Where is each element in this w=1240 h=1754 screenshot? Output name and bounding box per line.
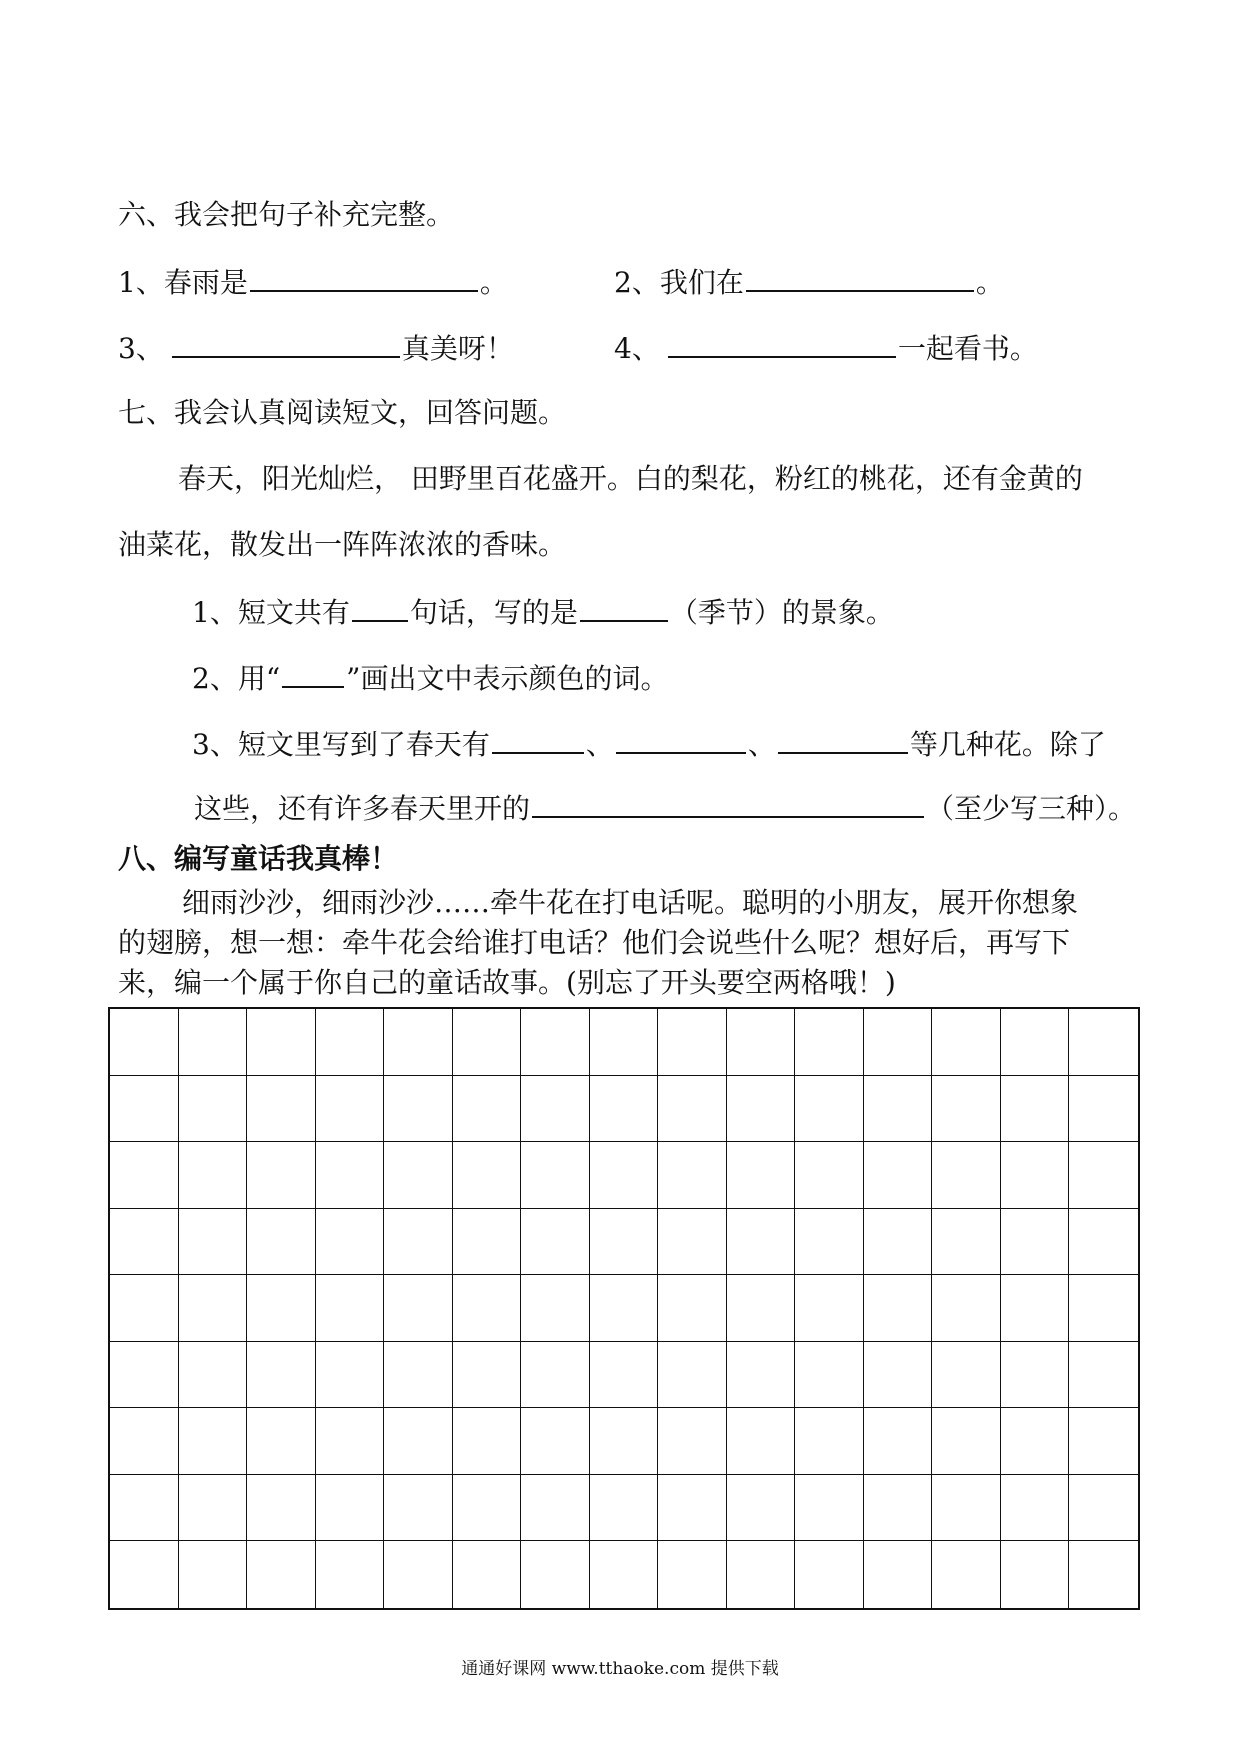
grid-cell[interactable] <box>864 1275 933 1342</box>
grid-cell[interactable] <box>658 1209 727 1276</box>
grid-cell[interactable] <box>247 1408 316 1475</box>
grid-cell[interactable] <box>590 1275 659 1342</box>
grid-cell[interactable] <box>864 1342 933 1409</box>
flower-blank-3[interactable] <box>778 726 908 754</box>
grid-cell[interactable] <box>384 1408 453 1475</box>
grid-cell[interactable] <box>247 1209 316 1276</box>
section6-question-1 <box>118 264 508 300</box>
grid-cell[interactable] <box>179 1408 248 1475</box>
grid-cell[interactable] <box>453 1275 522 1342</box>
grid-cell[interactable] <box>590 1541 659 1608</box>
grid-cell[interactable] <box>247 1475 316 1542</box>
grid-cell[interactable] <box>521 1076 590 1143</box>
grid-cell[interactable] <box>110 1209 179 1276</box>
grid-cell[interactable] <box>110 1475 179 1542</box>
grid-cell[interactable] <box>316 1275 385 1342</box>
grid-cell[interactable] <box>727 1342 796 1409</box>
grid-cell[interactable] <box>179 1342 248 1409</box>
grid-cell[interactable] <box>1069 1142 1138 1209</box>
grid-cell[interactable] <box>1001 1275 1070 1342</box>
grid-cell[interactable] <box>453 1342 522 1409</box>
grid-cell[interactable] <box>795 1076 864 1143</box>
grid-cell[interactable] <box>658 1342 727 1409</box>
grid-cell[interactable] <box>247 1541 316 1608</box>
grid-cell[interactable] <box>1001 1009 1070 1076</box>
grid-cell[interactable] <box>932 1408 1001 1475</box>
grid-cell[interactable] <box>247 1142 316 1209</box>
grid-cell[interactable] <box>932 1475 1001 1542</box>
section6-question-3 <box>118 330 514 366</box>
section7-question-1 <box>192 594 894 630</box>
grid-cell[interactable] <box>247 1275 316 1342</box>
grid-cell[interactable] <box>658 1275 727 1342</box>
grid-cell[interactable] <box>795 1275 864 1342</box>
grid-cell[interactable] <box>658 1475 727 1542</box>
grid-cell[interactable] <box>932 1541 1001 1608</box>
grid-cell[interactable] <box>521 1009 590 1076</box>
grid-cell[interactable] <box>453 1541 522 1608</box>
grid-cell[interactable] <box>795 1142 864 1209</box>
grid-cell[interactable] <box>179 1142 248 1209</box>
grid-cell[interactable] <box>590 1342 659 1409</box>
grid-cell[interactable] <box>727 1275 796 1342</box>
grid-cell[interactable] <box>179 1275 248 1342</box>
section7-question-3-continued <box>194 790 1136 826</box>
grid-cell[interactable] <box>1001 1342 1070 1409</box>
grid-cell[interactable] <box>521 1275 590 1342</box>
grid-cell[interactable] <box>521 1475 590 1542</box>
grid-cell[interactable] <box>316 1209 385 1276</box>
grid-cell[interactable] <box>658 1009 727 1076</box>
grid-cell[interactable] <box>521 1142 590 1209</box>
grid-cell[interactable] <box>727 1076 796 1143</box>
section6-question-2 <box>614 264 1004 300</box>
q2-suffix: 。 <box>975 266 1004 299</box>
page-footer: 通通好课网 www.tthaoke.com 提供下载 <box>461 1659 779 1679</box>
grid-cell[interactable] <box>727 1209 796 1276</box>
grid-cell[interactable] <box>795 1541 864 1608</box>
grid-cell[interactable] <box>1069 1342 1138 1409</box>
grid-cell[interactable] <box>1001 1209 1070 1276</box>
grid-cell[interactable] <box>590 1076 659 1143</box>
s7-q3-part-a: 3、短文里写到了春天有 <box>192 728 490 761</box>
section7-title: 七、我会认真阅读短文，回答问题。 <box>118 396 567 429</box>
grid-cell[interactable] <box>110 1342 179 1409</box>
grid-cell[interactable] <box>247 1076 316 1143</box>
grid-cell[interactable] <box>658 1541 727 1608</box>
section6-question-4 <box>614 330 1038 366</box>
grid-cell[interactable] <box>1069 1408 1138 1475</box>
grid-cell[interactable] <box>932 1076 1001 1143</box>
grid-cell[interactable] <box>384 1275 453 1342</box>
grid-cell[interactable] <box>384 1475 453 1542</box>
grid-cell[interactable] <box>590 1009 659 1076</box>
grid-cell[interactable] <box>727 1142 796 1209</box>
grid-cell[interactable] <box>453 1475 522 1542</box>
s7-q3-part-c: 这些，还有许多春天里开的 <box>194 792 531 825</box>
sentence-count-blank[interactable] <box>352 594 408 622</box>
underline-symbol <box>282 660 344 688</box>
s7-q3-sep-2: 、 <box>747 728 776 761</box>
grid-cell[interactable] <box>590 1408 659 1475</box>
grid-cell[interactable] <box>110 1076 179 1143</box>
grid-cell[interactable] <box>316 1342 385 1409</box>
q1-prefix: 1、春雨是 <box>118 266 248 299</box>
q3-suffix: 真美呀！ <box>401 332 514 365</box>
grid-cell[interactable] <box>864 1209 933 1276</box>
grid-cell[interactable] <box>864 1475 933 1542</box>
grid-cell[interactable] <box>179 1475 248 1542</box>
grid-cell[interactable] <box>1069 1009 1138 1076</box>
grid-cell[interactable] <box>864 1009 933 1076</box>
grid-cell[interactable] <box>384 1541 453 1608</box>
section6-title: 六、我会把句子补充完整。 <box>118 198 455 231</box>
grid-cell[interactable] <box>727 1541 796 1608</box>
grid-cell[interactable] <box>932 1009 1001 1076</box>
grid-cell[interactable] <box>932 1209 1001 1276</box>
grid-cell[interactable] <box>110 1408 179 1475</box>
grid-cell[interactable] <box>453 1009 522 1076</box>
grid-cell[interactable] <box>658 1076 727 1143</box>
q4-prefix: 4、 <box>614 332 660 365</box>
flower-blank-2[interactable] <box>616 726 746 754</box>
grid-cell[interactable] <box>795 1009 864 1076</box>
s7-q3-sep-1: 、 <box>585 728 614 761</box>
section7-question-2 <box>192 660 668 696</box>
grid-cell[interactable] <box>1001 1408 1070 1475</box>
grid-cell[interactable] <box>316 1076 385 1143</box>
grid-cell[interactable] <box>727 1408 796 1475</box>
q3-answer-blank[interactable] <box>172 330 400 358</box>
s7-q2-part-a: 2、用“ <box>192 662 281 695</box>
grid-cell[interactable] <box>590 1475 659 1542</box>
grid-cell[interactable] <box>247 1009 316 1076</box>
grid-cell[interactable] <box>316 1541 385 1608</box>
grid-cell[interactable] <box>453 1076 522 1143</box>
grid-cell[interactable] <box>727 1475 796 1542</box>
q1-answer-blank[interactable] <box>250 264 478 292</box>
grid-cell[interactable] <box>864 1142 933 1209</box>
grid-cell[interactable] <box>1069 1275 1138 1342</box>
season-blank[interactable] <box>580 594 668 622</box>
grid-cell[interactable] <box>521 1342 590 1409</box>
grid-cell[interactable] <box>247 1342 316 1409</box>
grid-cell[interactable] <box>316 1009 385 1076</box>
grid-cell[interactable] <box>795 1209 864 1276</box>
grid-cell[interactable] <box>864 1076 933 1143</box>
grid-cell[interactable] <box>932 1342 1001 1409</box>
grid-cell[interactable] <box>384 1076 453 1143</box>
grid-cell[interactable] <box>110 1541 179 1608</box>
s7-q1-part-a: 1、短文共有 <box>192 596 350 629</box>
q4-answer-blank[interactable] <box>668 330 896 358</box>
grid-cell[interactable] <box>1001 1142 1070 1209</box>
s7-q3-part-d: （至少写三种）。 <box>926 792 1137 825</box>
passage-line-2: 油菜花，散发出一阵阵浓浓的香味。 <box>118 528 567 561</box>
s7-q3-part-b: 等几种花。除了 <box>909 728 1106 761</box>
q2-prefix: 2、我们在 <box>614 266 744 299</box>
q3-prefix: 3、 <box>118 332 164 365</box>
grid-cell[interactable] <box>521 1408 590 1475</box>
grid-cell[interactable] <box>1001 1076 1070 1143</box>
grid-cell[interactable] <box>1001 1475 1070 1542</box>
passage-line-1: 春天，阳光灿烂， 田野里百花盛开。白的梨花，粉红的桃花，还有金黄的 <box>178 462 1083 495</box>
grid-cell[interactable] <box>110 1275 179 1342</box>
other-flowers-blank[interactable] <box>532 790 924 818</box>
q2-answer-blank[interactable] <box>746 264 974 292</box>
grid-cell[interactable] <box>316 1475 385 1542</box>
grid-cell[interactable] <box>795 1475 864 1542</box>
grid-cell[interactable] <box>795 1342 864 1409</box>
grid-cell[interactable] <box>1069 1076 1138 1143</box>
grid-cell[interactable] <box>1001 1541 1070 1608</box>
grid-cell[interactable] <box>453 1408 522 1475</box>
grid-cell[interactable] <box>179 1076 248 1143</box>
grid-cell[interactable] <box>521 1541 590 1608</box>
q1-suffix: 。 <box>479 266 508 299</box>
writing-grid[interactable] <box>108 1007 1140 1610</box>
q4-suffix: 一起看书。 <box>897 332 1038 365</box>
grid-cell[interactable] <box>1069 1209 1138 1276</box>
flower-blank-1[interactable] <box>492 726 584 754</box>
grid-cell[interactable] <box>179 1541 248 1608</box>
grid-cell[interactable] <box>316 1142 385 1209</box>
grid-cell[interactable] <box>384 1009 453 1076</box>
grid-cell[interactable] <box>864 1408 933 1475</box>
grid-cell[interactable] <box>864 1541 933 1608</box>
prompt-line-2: 的翅膀，想一想：牵牛花会给谁打电话？他们会说些什么呢？想好后，再写下 <box>118 926 1071 959</box>
grid-cell[interactable] <box>932 1142 1001 1209</box>
section7-question-3 <box>192 726 1106 762</box>
s7-q1-part-c: （季节）的景象。 <box>669 596 894 629</box>
grid-cell[interactable] <box>384 1142 453 1209</box>
grid-cell[interactable] <box>521 1209 590 1276</box>
grid-cell[interactable] <box>179 1009 248 1076</box>
grid-cell[interactable] <box>110 1009 179 1076</box>
grid-cell[interactable] <box>795 1408 864 1475</box>
s7-q1-part-b: 句话，写的是 <box>409 596 578 629</box>
grid-cell[interactable] <box>590 1209 659 1276</box>
grid-cell[interactable] <box>590 1142 659 1209</box>
grid-cell[interactable] <box>316 1408 385 1475</box>
grid-cell[interactable] <box>179 1209 248 1276</box>
section8-title: 八、编写童话我真棒！ <box>118 842 399 875</box>
prompt-line-1: 细雨沙沙，细雨沙沙……牵牛花在打电话呢。聪明的小朋友，展开你想象 <box>182 886 1079 919</box>
prompt-line-3: 来，编一个属于你自己的童话故事。(别忘了开头要空两格哦！) <box>118 966 896 999</box>
grid-cell[interactable] <box>727 1009 796 1076</box>
grid-cell[interactable] <box>384 1342 453 1409</box>
grid-cell[interactable] <box>453 1142 522 1209</box>
grid-cell[interactable] <box>932 1275 1001 1342</box>
grid-cell[interactable] <box>453 1209 522 1276</box>
grid-cell[interactable] <box>384 1209 453 1276</box>
grid-cell[interactable] <box>658 1408 727 1475</box>
s7-q2-part-b: ”画出文中表示颜色的词。 <box>346 662 669 695</box>
grid-cell[interactable] <box>110 1142 179 1209</box>
grid-cell[interactable] <box>1069 1541 1138 1608</box>
grid-cell[interactable] <box>1069 1475 1138 1542</box>
grid-cell[interactable] <box>658 1142 727 1209</box>
